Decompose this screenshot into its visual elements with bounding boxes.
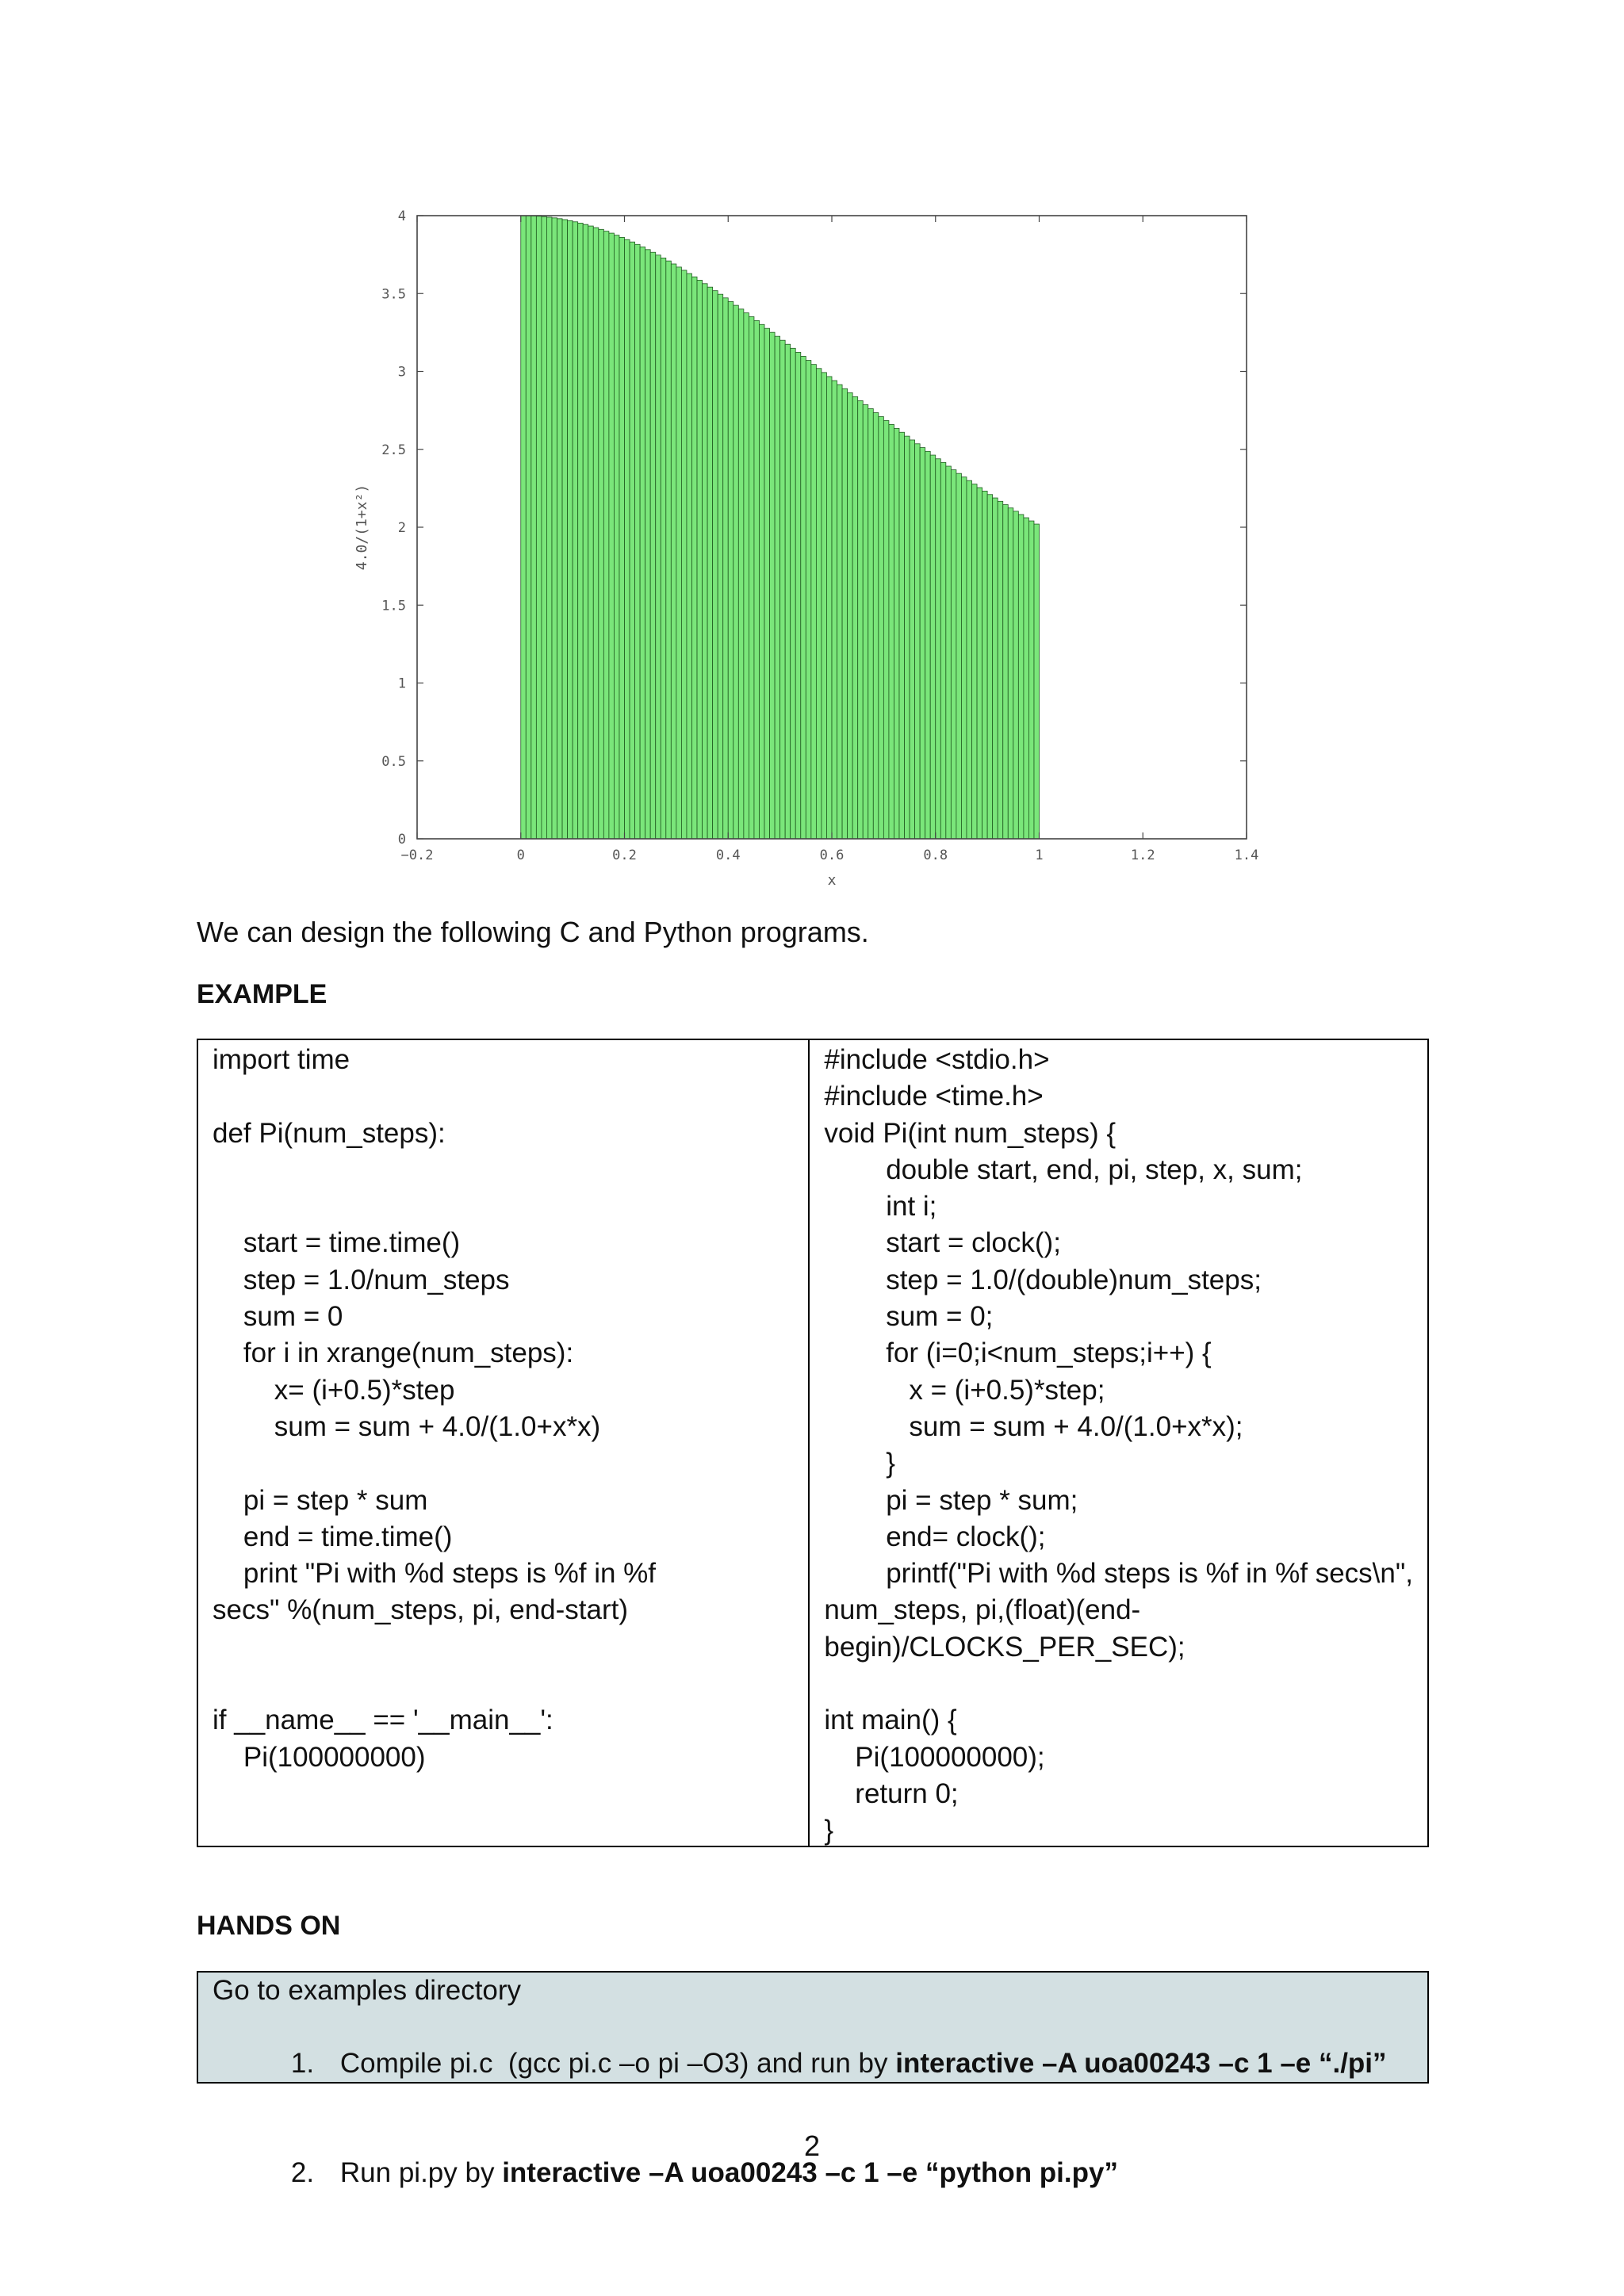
bar bbox=[920, 448, 925, 839]
bar bbox=[801, 356, 806, 839]
c-code-line: int i; bbox=[824, 1191, 937, 1223]
c-code-line: #include <time.h> bbox=[824, 1081, 1044, 1112]
bar bbox=[583, 224, 588, 839]
bar bbox=[521, 216, 527, 839]
bar bbox=[842, 388, 848, 839]
bar bbox=[816, 369, 822, 839]
hands-on-item bbox=[213, 2009, 1413, 2118]
bar bbox=[531, 216, 537, 839]
page-number: 2 bbox=[803, 2130, 821, 2162]
python-code-line bbox=[213, 1188, 794, 1225]
bar bbox=[905, 436, 910, 839]
bar bbox=[910, 440, 915, 839]
bar bbox=[930, 455, 936, 839]
bar bbox=[993, 498, 998, 839]
x-tick-label: 0.8 bbox=[923, 848, 948, 863]
bar bbox=[754, 320, 760, 839]
bar bbox=[738, 309, 744, 839]
bar bbox=[764, 328, 770, 839]
bar bbox=[795, 352, 801, 839]
y-tick-label: 1 bbox=[397, 675, 406, 692]
x-tick-label: −0.2 bbox=[400, 848, 434, 863]
python-code-line bbox=[213, 1152, 794, 1188]
hands-on-item-command: interactive –A uoa00243 –c 1 –e “python pi.py” bbox=[502, 2157, 1118, 2188]
bar bbox=[982, 491, 988, 839]
c-code-line: } bbox=[824, 1815, 834, 1846]
bar bbox=[925, 451, 931, 839]
bar bbox=[656, 255, 661, 839]
y-tick-label: 1.5 bbox=[381, 598, 406, 614]
x-tick-label: 0.2 bbox=[612, 848, 637, 863]
x-tick-label: 1.2 bbox=[1130, 848, 1155, 863]
bar bbox=[791, 348, 796, 839]
c-code-column bbox=[810, 1040, 1427, 1846]
bar bbox=[822, 373, 827, 839]
bar bbox=[630, 242, 635, 839]
bar bbox=[625, 239, 630, 839]
bar bbox=[894, 428, 899, 839]
bar bbox=[552, 218, 557, 839]
y-axis-label: 4.0/(1+x²) bbox=[354, 484, 370, 571]
bar bbox=[703, 284, 708, 839]
bar bbox=[681, 270, 687, 839]
c-code-line: void Pi(int num_steps) { bbox=[824, 1117, 1116, 1149]
hands-on-box bbox=[197, 1971, 1429, 2188]
bar bbox=[775, 336, 780, 839]
bar bbox=[562, 220, 568, 839]
bar bbox=[826, 377, 832, 839]
hands-on-item-text: Compile pi.c (gcc pi.c –o pi –O3) and run by bbox=[339, 2048, 896, 2079]
bar bbox=[733, 305, 739, 839]
python-code-line: print "Pi with %d steps is %f in %f bbox=[213, 1558, 657, 1590]
python-code-line: if __name__ == '__main__': bbox=[213, 1705, 553, 1736]
hands-on-item-number: 1. bbox=[290, 2048, 315, 2079]
python-code-line bbox=[213, 1629, 794, 1666]
python-code-line: pi = step * sum bbox=[213, 1484, 428, 1516]
bar bbox=[1028, 521, 1034, 839]
bar bbox=[879, 417, 884, 839]
hands-on-item-command: interactive –A uoa00243 –c 1 –e “./pi” bbox=[895, 2048, 1387, 2079]
python-code-line bbox=[213, 1666, 794, 1702]
hands-on-title: Go to examples directory bbox=[213, 1975, 522, 2006]
bar bbox=[568, 220, 573, 839]
python-code-line bbox=[213, 1078, 794, 1115]
bar bbox=[848, 392, 853, 839]
bar bbox=[832, 381, 837, 839]
bar bbox=[1018, 515, 1024, 839]
bar bbox=[868, 409, 874, 839]
python-code-line: Pi(100000000) bbox=[213, 1741, 426, 1773]
bar bbox=[707, 287, 713, 839]
bar bbox=[640, 247, 645, 839]
bar bbox=[1034, 524, 1040, 839]
python-code-line: step = 1.0/num_steps bbox=[213, 1264, 510, 1295]
bar bbox=[666, 261, 672, 839]
bar bbox=[588, 226, 594, 839]
bar bbox=[1013, 511, 1019, 839]
bar bbox=[889, 424, 894, 839]
bar bbox=[697, 280, 703, 839]
python-code-line: sum = 0 bbox=[213, 1301, 343, 1333]
bar bbox=[977, 488, 982, 839]
python-code-line: import time bbox=[213, 1044, 350, 1075]
bar bbox=[593, 228, 599, 839]
y-tick-label: 2.5 bbox=[381, 442, 406, 458]
python-code-line: x= (i+0.5)*step bbox=[213, 1374, 455, 1406]
bar bbox=[536, 216, 542, 839]
bar bbox=[811, 365, 817, 839]
hands-on-item-text: Run pi.py by bbox=[339, 2157, 503, 2188]
bar bbox=[785, 344, 791, 839]
bar bbox=[713, 291, 718, 839]
y-tick-label: 0 bbox=[397, 832, 406, 848]
bar bbox=[961, 477, 967, 839]
x-tick-label: 0.6 bbox=[819, 848, 845, 863]
c-code-line: printf("Pi with %d steps is %f in %f secs\n", bbox=[824, 1558, 1413, 1590]
bar bbox=[780, 340, 786, 839]
x-tick-label: 0 bbox=[516, 848, 525, 863]
x-tick-label: 1 bbox=[1035, 848, 1044, 863]
bar bbox=[899, 432, 905, 839]
hands-on-item-number: 2. bbox=[290, 2157, 315, 2188]
bar bbox=[671, 264, 676, 839]
bar bbox=[718, 294, 723, 839]
bar bbox=[573, 222, 578, 839]
c-code-line: #include <stdio.h> bbox=[824, 1044, 1050, 1075]
python-code-line: secs" %(num_steps, pi, end-start) bbox=[213, 1594, 629, 1626]
bar bbox=[619, 237, 625, 839]
c-code-line: num_steps, pi,(float)(end- bbox=[824, 1594, 1141, 1626]
bar bbox=[676, 267, 682, 839]
bar bbox=[873, 413, 879, 839]
bar bbox=[557, 219, 563, 839]
c-code-line: x = (i+0.5)*step; bbox=[824, 1374, 1105, 1406]
bar bbox=[691, 277, 697, 839]
c-code-line: sum = 0; bbox=[824, 1301, 994, 1333]
python-code-line: sum = sum + 4.0/(1.0+x*x) bbox=[213, 1410, 601, 1442]
bar bbox=[578, 223, 584, 839]
bar bbox=[883, 420, 889, 839]
bar bbox=[940, 462, 946, 839]
c-code-line: pi = step * sum; bbox=[824, 1484, 1078, 1516]
c-code-line: for (i=0;i<num_steps;i++) { bbox=[824, 1337, 1212, 1369]
bar bbox=[858, 400, 864, 839]
python-code-line: end = time.time() bbox=[213, 1521, 453, 1552]
y-tick-label: 2 bbox=[397, 520, 406, 536]
bar bbox=[650, 252, 656, 839]
bar bbox=[609, 233, 615, 839]
bar bbox=[770, 332, 776, 839]
bar bbox=[749, 316, 754, 839]
c-code-line: end= clock(); bbox=[824, 1521, 1046, 1552]
bar bbox=[967, 480, 972, 839]
bar bbox=[806, 361, 811, 839]
python-code-line: start = time.time() bbox=[213, 1227, 461, 1259]
y-tick-label: 3.5 bbox=[381, 286, 406, 303]
y-tick-label: 0.5 bbox=[381, 753, 406, 770]
bar bbox=[863, 404, 868, 839]
y-tick-label: 4 bbox=[397, 209, 406, 224]
bar bbox=[526, 216, 531, 839]
c-code-line: int main() { bbox=[824, 1705, 957, 1736]
python-code-line: def Pi(num_steps): bbox=[213, 1117, 446, 1149]
bar bbox=[759, 324, 764, 839]
bar bbox=[687, 274, 692, 839]
c-code-line bbox=[824, 1666, 1413, 1702]
c-code-line: Pi(100000000); bbox=[824, 1741, 1045, 1773]
bar bbox=[635, 244, 641, 839]
bar bbox=[1008, 508, 1013, 839]
c-code-line: start = clock(); bbox=[824, 1227, 1061, 1259]
c-code-line: step = 1.0/(double)num_steps; bbox=[824, 1264, 1262, 1295]
python-code-line: for i in xrange(num_steps): bbox=[213, 1337, 574, 1369]
bar bbox=[1024, 518, 1029, 839]
bar bbox=[645, 250, 651, 839]
x-tick-label: 0.4 bbox=[715, 848, 741, 863]
x-axis-label: x bbox=[827, 872, 837, 889]
example-heading: EXAMPLE bbox=[197, 979, 327, 1009]
bar bbox=[987, 495, 993, 839]
bars-group bbox=[521, 216, 1040, 839]
bar bbox=[972, 484, 978, 839]
hands-on-heading: HANDS ON bbox=[197, 1911, 341, 1941]
python-code-column bbox=[198, 1040, 810, 1846]
bar bbox=[603, 232, 609, 839]
bar bbox=[936, 459, 941, 839]
bar bbox=[599, 229, 604, 839]
c-code-line: sum = sum + 4.0/(1.0+x*x); bbox=[824, 1410, 1243, 1442]
c-code-line: } bbox=[824, 1448, 895, 1479]
bar bbox=[915, 444, 921, 839]
x-tick-label: 1.4 bbox=[1234, 848, 1259, 863]
bar bbox=[1003, 505, 1009, 839]
bar bbox=[946, 466, 952, 839]
c-code-line: return 0; bbox=[824, 1777, 959, 1809]
bar bbox=[951, 470, 956, 839]
c-code-line: begin)/CLOCKS_PER_SEC); bbox=[824, 1631, 1185, 1663]
code-comparison-table bbox=[197, 1039, 1429, 1847]
bar bbox=[661, 258, 666, 839]
python-code-line bbox=[213, 1445, 794, 1482]
bar bbox=[614, 235, 619, 839]
bar bbox=[837, 385, 843, 839]
pi-integral-chart bbox=[317, 194, 1269, 908]
bar bbox=[546, 217, 552, 839]
bar bbox=[998, 501, 1003, 839]
bar bbox=[542, 216, 547, 839]
y-tick-label: 3 bbox=[397, 364, 406, 381]
c-code-line: double start, end, pi, step, x, sum; bbox=[824, 1154, 1303, 1185]
bar bbox=[744, 313, 749, 839]
bar bbox=[723, 298, 729, 839]
bar bbox=[956, 473, 962, 839]
bar bbox=[728, 301, 733, 839]
intro-text: We can design the following C and Python programs. bbox=[197, 916, 869, 948]
bar bbox=[852, 396, 858, 839]
